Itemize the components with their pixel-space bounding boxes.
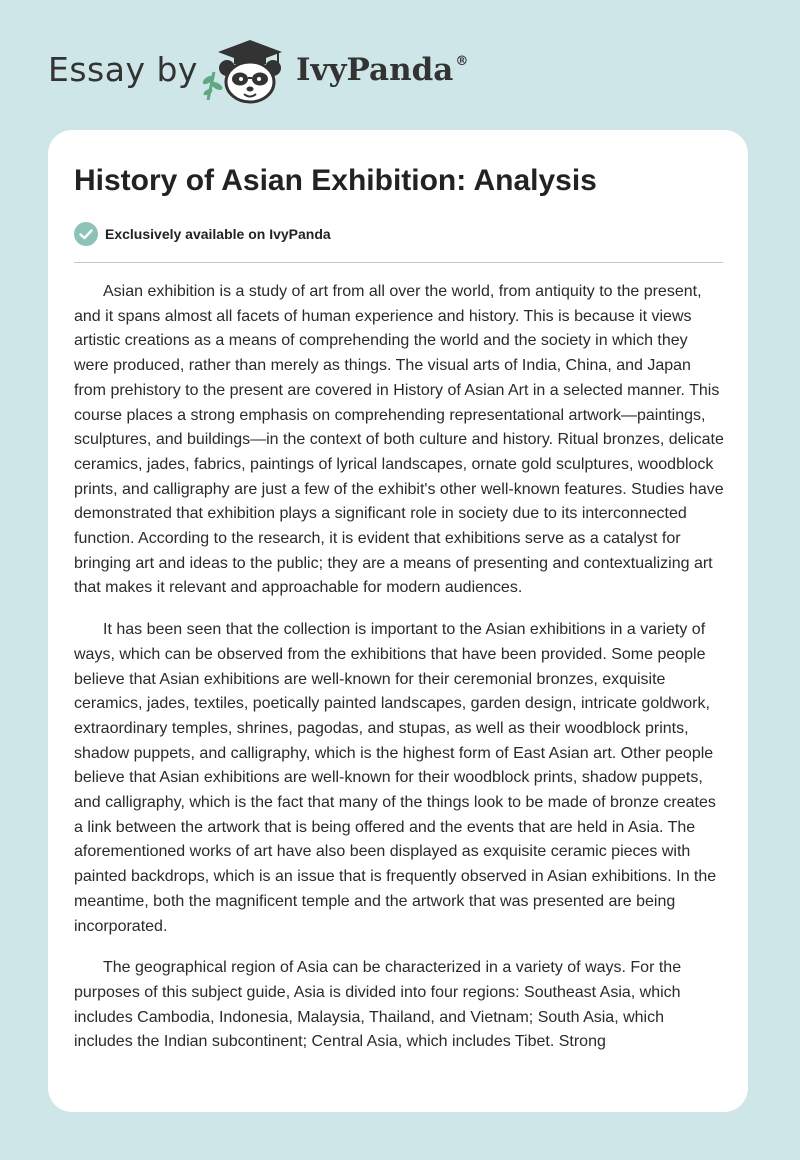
check-circle-icon xyxy=(74,222,98,246)
panda-graduate-logo-icon[interactable] xyxy=(198,38,292,104)
divider xyxy=(74,262,723,263)
registered-mark: ® xyxy=(455,54,469,69)
article-title: History of Asian Exhibition: Analysis xyxy=(74,164,597,197)
site-header xyxy=(0,0,800,120)
article-paragraph: The geographical region of Asia can be characterized in a variety of ways. For the purposes of this subject guide, Asia is divided into four regions: Southeast Asia, which includes Cambodia, Indonesia, Malaysia, Thailand, and Vietnam; South Asia, which includes the Indian subcontinent; Central Asia, which includes Tibet. Strong xyxy=(74,959,682,1051)
brand-name[interactable] xyxy=(296,52,468,88)
exclusive-badge xyxy=(74,222,331,246)
exclusive-badge-text: Exclusively available on IvyPanda xyxy=(105,226,331,242)
article-paragraph: It has been seen that the collection is important to the Asian exhibitions in a variety of ways, which can be observed from the exhibitions that have been provided. Some people believe that Asian exhibitions are well-known for their ceremonial bronzes, exquisite ceramics, jades, textiles, poetically painted landscapes, garden design, intricate goldwork, extraordinary temples, shrines, pagodas, and stupas, as well as their woodblock prints, shadow puppets, and calligraphy, which is the highest form of East Asian art. Other people believe that Asian exhibitions are well-known for their woodblock prints, shadow puppets, and calligraphy, which is the fact that many of the things look to be made of bronze creates a link between the artwork that is being offered and the events that are held in Asia. The aforementioned works of art have also been displayed as exquisite ceramic pieces with painted backdrops, which is an issue that is frequently observed in Asian exhibitions. In the meantime, both the magnificent temple and the artwork that was presented are being incorporated. xyxy=(74,621,717,935)
article-body xyxy=(74,280,724,1072)
essay-by-label: Essay by xyxy=(48,50,198,89)
brand-name-text: IvyPanda xyxy=(296,52,454,88)
article-card xyxy=(48,130,748,1112)
article-paragraph: Asian exhibition is a study of art from all over the world, from antiquity to the present, and it spans almost all facets of human experience and history. This is because it views artistic creations as a means of comprehending the world and the society in which they were produced, rather than merely as things. The visual arts of India, China, and Japan from prehistory to the present are covered in History of Asian Art in a selected manner. This course places a strong emphasis on comprehending representational artwork—paintings, sculptures, and buildings—in the context of both culture and history. Ritual bronzes, delicate ceramics, jades, fabrics, paintings of lyrical landscapes, ornate gold sculptures, woodblock prints, and calligraphy are just a few of the exhibit's other well-known features. Studies have demonstrated that exhibition plays a significant role in society due to its interconnected function. According to the research, it is evident that exhibitions serve as a catalyst for bringing art and ideas to the public; they are a means of presenting and contextualizing art that makes it relevant and approachable for modern audiences. xyxy=(74,283,724,597)
